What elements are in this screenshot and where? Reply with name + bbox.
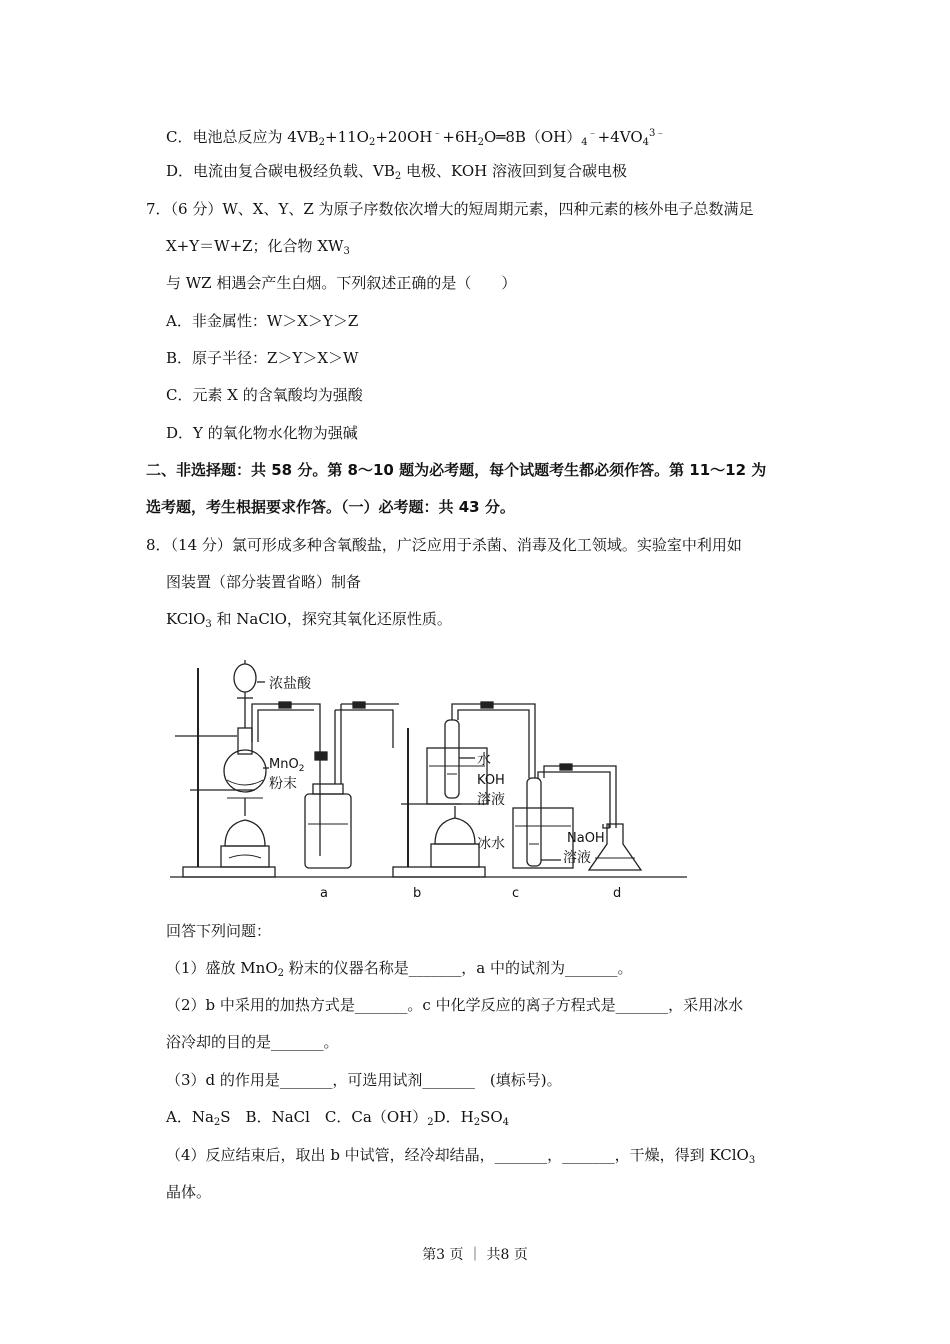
alcohol-lamp-2 [435,818,475,844]
label-b: b [413,886,422,901]
label-naoh-solution: 溶液 [563,850,591,866]
test-tube-c [527,778,541,866]
q7-option-d: D．Y 的氧化物水化物为强碱 [166,424,358,442]
q7-option-b: B．原子半径：Z＞Y＞X＞W [166,349,359,367]
label-c: c [512,886,520,901]
q8-part1: （1）盛放 MnO$_2$ 粉末的仪器名称是_______，a 中的试剂为_______。 [166,959,633,979]
q8-part3-options: A．$Na_2S$ B．NaCl C．$Ca(OH)_2D$．$H_2SO_4$ [166,1108,510,1128]
apparatus-figure [165,648,695,903]
label-naoh: NaOH [567,831,605,846]
section-heading-line1: 二、非选择题：共 58 分。第 8～10 题为必考题，每个试题考生都必须作答。第 11～12 为 [146,461,767,479]
q6-option-c: C．电池总反应为 $4VB_2+11O_2+20OH^﹣+6H_2O═8B(OH)_4^﹣+4VO_4^{3﹣}$ [166,128,666,148]
label-powder: 粉末 [269,776,297,792]
q7-stem-line2: X+Y＝W+Z；化合物 $XW_3$ [166,237,350,257]
alcohol-lamp-1 [225,820,265,846]
label-ice-water: 冰水 [477,836,505,852]
q8-part2-line2: 浴冷却的目的是_______。 [166,1033,339,1051]
test-tube-b [445,720,459,798]
stand1-base [183,867,275,877]
q8-stem-line2: 图装置（部分装置省略）制备 [166,573,362,591]
label-d: d [613,886,622,901]
q7-stem-line3: 与 WZ 相遇会产生白烟。下列叙述正确的是（ ） [166,274,517,292]
q8-part2-line1: （2）b 中采用的加热方式是_______。c 中化学反应的离子方程式是_______，采用冰水 [166,996,744,1014]
section-heading-line2: 选考题，考生根据要求作答。（一）必考题：共 43 分。 [146,498,515,516]
stand2-base [393,867,485,877]
q8-part4-line1: （4）反应结束后，取出 b 中试管，经冷却结晶，_______，_______，干燥，得到 KClO$_3$ [166,1146,756,1166]
label-water: 水 [477,752,491,768]
separatory-funnel [234,664,256,692]
label-koh-solution: 溶液 [477,792,505,808]
q7-stem-line1: 7．（6 分）W、X、Y、Z 为原子序数依次增大的短周期元素，四种元素的核外电子总数满足 [146,200,754,218]
q6-option-d: D．电流由复合碳电极经负载、$VB_2$ 电极、KOH 溶液回到复合碳电极 [166,162,627,182]
gas-washing-bottle-a [305,794,351,868]
page-footer: 第3 页 ｜ 共8 页 [422,1247,528,1263]
label-mno2: MnO$_2$ [269,757,305,774]
q8-stem-line3: KClO$_3$ 和 NaClO，探究其氧化还原性质。 [166,610,452,630]
q8-part4-line2: 晶体。 [166,1183,212,1201]
q8-answer-intro: 回答下列问题： [166,922,272,940]
q8-stem-line1: 8．（14 分）氯可形成多种含氧酸盐，广泛应用于杀菌、消毒及化工领域。实验室中利用如 [146,536,742,554]
label-conc-hcl: 浓盐酸 [269,676,311,692]
q8-part3: （3）d 的作用是_______，可选用试剂_______ (填标号)。 [166,1071,562,1089]
q7-option-a: A．非金属性：W＞X＞Y＞Z [166,312,359,330]
round-bottom-flask [224,750,266,792]
q7-option-c: C．元素 X 的含氧酸均为强酸 [166,386,363,404]
label-a: a [320,886,328,901]
label-koh: KOH [477,773,505,788]
